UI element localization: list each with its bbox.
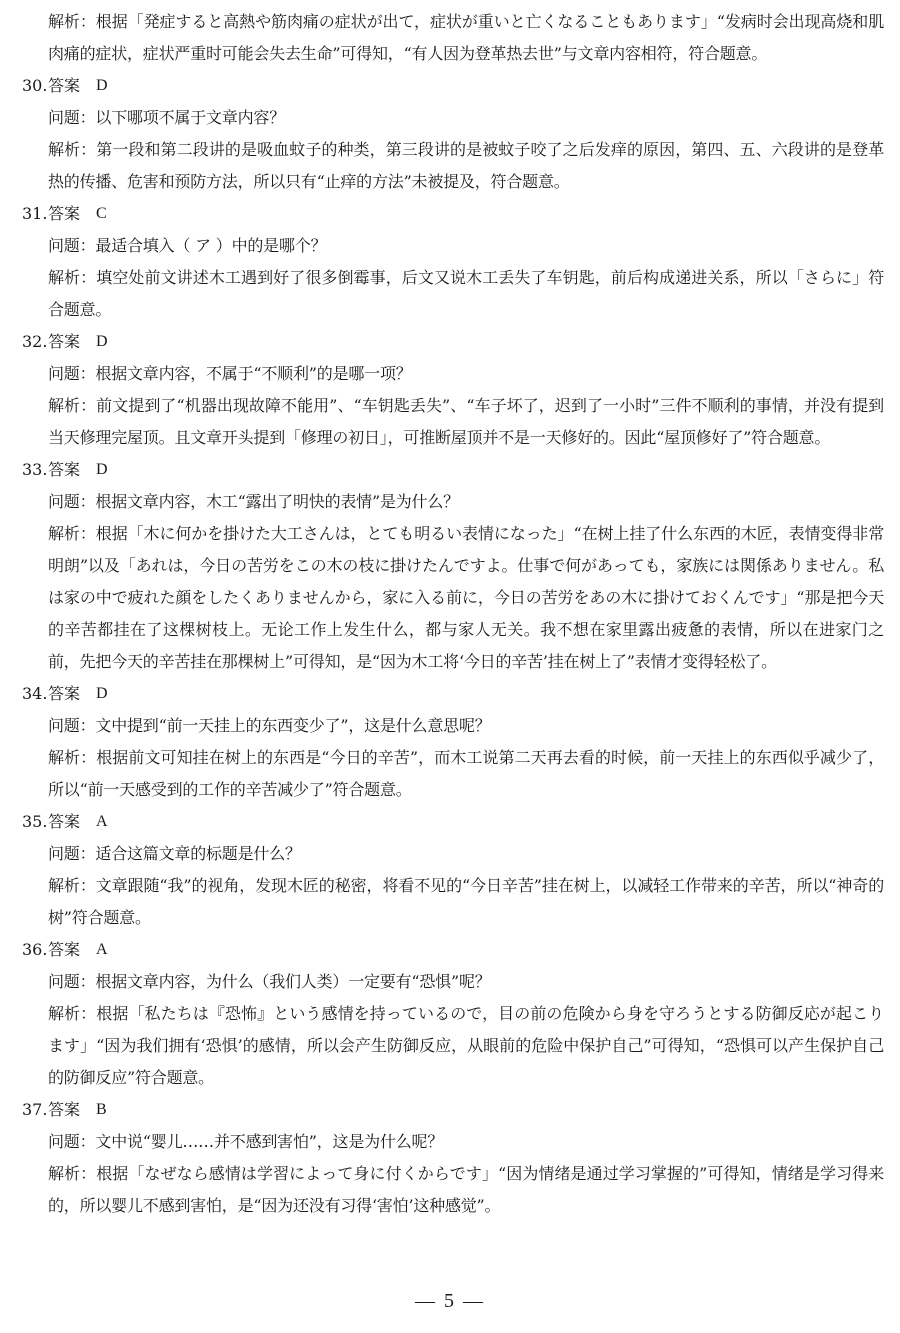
question-text: 问题：最适合填入（ ア ）中的是哪个？	[48, 236, 327, 255]
answer-line	[22, 678, 884, 710]
answer-value: C	[96, 205, 107, 222]
answer-item-34	[22, 678, 884, 806]
explanation-text: 解析：根据前文可知挂在树上的东西是“今日的辛苦”，而木工说第二天再去看的时候，前一天挂上的东西似乎减少了，所以“前一天感受到的工作的辛苦减少了”符合题意。	[48, 748, 884, 799]
item-number: 35.	[22, 812, 48, 831]
explanation-text: 解析：根据「私たちは『恐怖』という感情を持っているので，目の前の危険から身を守ろうとする防御反応が起こります」“因为我们拥有‘恐惧’的感情，所以会产生防御反应，从眼前的危险中保护自己”可得知，“恐惧可以产生保护自己的防御反应”符合题意。	[48, 1004, 884, 1087]
question-text: 问题：根据文章内容，为什么（我们人类）一定要有“恐惧”呢？	[48, 972, 491, 991]
answer-label: 答案	[48, 460, 81, 479]
explanation-text: 解析：填空处前文讲述木工遇到好了很多倒霉事，后文又说木工丢失了车钥匙，前后构成递进关系，所以「さらに」符合题意。	[48, 268, 884, 319]
answer-line	[22, 454, 884, 486]
answer-label: 答案	[48, 332, 81, 351]
page-number: — 5 —	[415, 1290, 485, 1312]
answer-value: D	[96, 461, 108, 478]
answer-label: 答案	[48, 76, 81, 95]
explanation-text: 解析：根据「木に何かを掛けた大工さんは，とても明るい表情になった」“在树上挂了什么东西的木匠，表情变得非常明朗”以及「あれは，今日の苦労をこの木の枝に掛けたんですよ。仕事で何があっても，家族には関係ありません。私は家の中で疲れた顔をしたくありませんから，家に入る前に，今日の苦労をあの木に掛けておくんです」“那是把今天的辛苦都挂在了这棵树枝上。无论工作上发生什么，都与家人无关。我不想在家里露出疲惫的表情，所以在进家门之前，先把今天的辛苦挂在那棵树上”可得知，是“因为木工将‘今日的辛苦’挂在树上了”表情才变得轻松了。	[48, 524, 884, 671]
answer-item-35	[22, 806, 884, 934]
item-number: 30.	[22, 76, 48, 95]
item-number: 33.	[22, 460, 48, 479]
answer-label: 答案	[48, 204, 81, 223]
answer-line	[22, 806, 884, 838]
page-content	[22, 6, 884, 1222]
answer-value: B	[96, 1101, 107, 1118]
answer-value: D	[96, 333, 108, 350]
answer-value: D	[96, 77, 108, 94]
answer-label: 答案	[48, 684, 81, 703]
answer-item-37	[22, 1094, 884, 1222]
intro-explanation: 解析：根据「発症すると高熱や筋肉痛の症状が出て，症状が重いと亡くなることもあります」“发病时会出现高烧和肌肉痛的症状，症状严重时可能会失去生命”可得知，“有人因为登革热去世”与文章内容相符，符合题意。	[48, 12, 884, 63]
answer-item-31	[22, 198, 884, 326]
explanation-text: 解析：文章跟随“我”的视角，发现木匠的秘密，将看不见的“今日辛苦”挂在树上，以减轻工作带来的辛苦，所以“神奇的树”符合题意。	[48, 876, 884, 927]
answer-line	[22, 934, 884, 966]
answer-value: A	[96, 813, 108, 830]
question-text: 问题：以下哪项不属于文章内容？	[48, 108, 286, 127]
answer-line	[22, 198, 884, 230]
answer-item-30	[22, 70, 884, 198]
item-number: 34.	[22, 684, 48, 703]
question-text: 问题：根据文章内容，木工“露出了明快的表情”是为什么？	[48, 492, 459, 511]
item-number: 37.	[22, 1100, 48, 1119]
question-text: 问题：根据文章内容，不属于“不顺利”的是哪一项？	[48, 364, 412, 383]
explanation-text: 解析：根据「なぜなら感情は学習によって身に付くからです」“因为情绪是通过学习掌握的”可得知，情绪是学习得来的，所以婴儿不感到害怕，是“因为还没有习得‘害怕’这种感觉”。	[48, 1164, 884, 1215]
answer-item-33	[22, 454, 884, 678]
answer-label: 答案	[48, 940, 81, 959]
answer-value: A	[96, 941, 108, 958]
question-text: 问题：适合这篇文章的标题是什么？	[48, 844, 301, 863]
question-text: 问题：文中说“婴儿……并不感到害怕”，这是为什么呢？	[48, 1132, 444, 1151]
answer-line	[22, 1094, 884, 1126]
explanation-text: 解析：前文提到了“机器出现故障不能用”、“车钥匙丢失”、“车子坏了，迟到了一小时”三件不顺利的事情，并没有提到当天修理完屋顶。且文章开头提到「修理の初日」，可推断屋顶并不是一天修好的。因此“屋顶修好了”符合题意。	[48, 396, 884, 447]
answer-item-32	[22, 326, 884, 454]
answer-label: 答案	[48, 812, 81, 831]
item-number: 32.	[22, 332, 48, 351]
answer-label: 答案	[48, 1100, 81, 1119]
item-number: 31.	[22, 204, 48, 223]
item-number: 36.	[22, 940, 48, 959]
answer-line	[22, 326, 884, 358]
explanation-text: 解析：第一段和第二段讲的是吸血蚊子的种类，第三段讲的是被蚊子咬了之后发痒的原因，第四、五、六段讲的是登革热的传播、危害和预防方法，所以只有“止痒的方法”未被提及，符合题意。	[48, 140, 884, 191]
answer-line	[22, 70, 884, 102]
answer-item-36	[22, 934, 884, 1094]
answer-value: D	[96, 685, 108, 702]
question-text: 问题：文中提到“前一天挂上的东西变少了”，这是什么意思呢？	[48, 716, 491, 735]
